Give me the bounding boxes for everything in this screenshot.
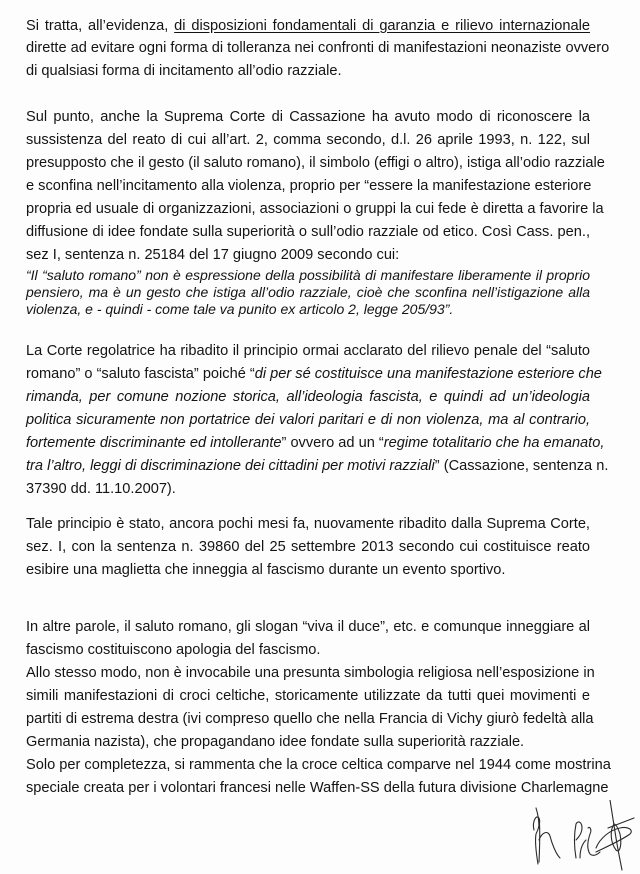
- p2-line-6: diffusione di idee fondate sulla superiorità o sull’odio razziale od etico. Così Cass. pen.,: [26, 224, 590, 240]
- p2-line-1: Sul punto, anche la Suprema Corte di Cassazione ha avuto modo di riconoscere la: [26, 109, 590, 125]
- p4-line-1: Tale principio è stato, ancora pochi mesi fa, nuovamente ribadito dalla Suprema Corte,: [26, 516, 590, 532]
- text-span: ” (Cassazione, sentenza n.: [434, 458, 609, 474]
- p5-line-1: In altre parole, il saluto romano, gli slogan “viva il duce”, etc. e comunque inneggiare al: [26, 619, 590, 635]
- p3-line-3: rimanda, per comune nozione storica, all’ideologia fascista, e quindi ad un’ideologia: [26, 389, 590, 405]
- p3-line-4: politica sicuramente non portatrice dei valori paritari e di non violenza, ma al contrario,: [26, 412, 590, 428]
- quote-line-2: pensiero, ma è un gesto che istiga all’odio razziale, cioè che sconfina nell’istigazione alla: [26, 284, 590, 300]
- p5-line-6: Germania nazista), che propagandano idee fondate sulla superiorità razziale.: [26, 734, 525, 750]
- p3-line-7: 37390 dd. 11.10.2007).: [26, 481, 176, 497]
- italic-text: regime totalitario che ha emanato,: [383, 435, 605, 451]
- p1-line-1: [26, 17, 590, 35]
- p2-line-7: sez I, sentenza n. 25184 del 17 giugno 2009 secondo cui:: [26, 247, 400, 263]
- p2-line-4: e sconfina nell’incitamento alla violenza, proprio per “essere la manifestazione esteriore: [26, 178, 592, 194]
- p2-line-5: propria ed usuale di organizzazioni, associazioni o gruppi la cui fede è diretta a favorire la: [26, 201, 604, 217]
- quote-line-1: “Il “saluto romano” non è espressione della possibilità di manifestare liberamente il proprio: [26, 267, 590, 283]
- italic-text: tra l’altro, leggi di discriminazione dei cittadini per motivi razziali: [26, 458, 435, 474]
- italic-text: di per sé costituisce una manifestazione esteriore che: [254, 366, 602, 382]
- text-span: Si tratta, all’evidenza,: [26, 18, 175, 34]
- p5-line-2: fascismo costituiscono apologia del fascismo.: [26, 642, 321, 658]
- p4-line-3: esibire una maglietta che inneggia al fascismo durante un evento sportivo.: [26, 562, 506, 578]
- italic-text: fortemente discriminante ed intollerante: [26, 435, 282, 451]
- p5-line-3: Allo stesso modo, non è invocabile una presunta simbologia religiosa nell’esposizione in: [26, 665, 595, 681]
- p4-line-2: sez. I, con la sentenza n. 39860 del 25 settembre 2013 secondo cui costituisce reato: [26, 539, 590, 555]
- p1-line-3: di qualsiasi forma di incitamento all’odio razziale.: [26, 63, 342, 79]
- p5-line-7: Solo per completezza, si rammenta che la croce celtica comparve nel 1944 come mostrina: [26, 757, 611, 773]
- text-span: romano” o “saluto fascista” poiché “: [26, 366, 255, 382]
- p2-line-2: sussistenza del reato di cui all’art. 2, comma secondo, d.l. 26 aprile 1993, n. 122, sul: [26, 132, 590, 148]
- text-span: ” ovvero ad un “: [281, 435, 384, 451]
- p3-line-2: [26, 365, 602, 383]
- p3-line-1: La Corte regolatrice ha ribadito il principio ormai acclarato del rilievo penale del “saluto: [26, 343, 590, 359]
- p3-line-5: [26, 434, 605, 452]
- underlined-text: di disposizioni fondamentali di garanzia e rilievo internazionale: [174, 18, 590, 34]
- quote-line-3: violenza, e - quindi - come tale va punito ex articolo 2, legge 205/93”.: [26, 301, 454, 317]
- p5-line-4: simili manifestazioni di croci celtiche, storicamente utilizzate da tutti quei movimenti e: [26, 688, 590, 704]
- p5-line-5: partiti di estrema destra (ivi compreso quello che nella Francia di Vichy giurò fedeltà alla: [26, 711, 594, 727]
- p1-line-2: dirette ad evitare ogni forma di tolleranza nei confronti di manifestazioni neonaziste ovvero: [26, 40, 610, 56]
- handwritten-signature-icon: [530, 800, 640, 874]
- p5-line-8: speciale creata per i volontari francesi nelle Waffen-SS della futura divisione Charlemagne: [26, 780, 609, 796]
- p3-line-6: [26, 457, 609, 475]
- p2-line-3: presupposto che il gesto (il saluto romano), il simbolo (effigi o altro), istiga all’odio razziale: [26, 155, 605, 171]
